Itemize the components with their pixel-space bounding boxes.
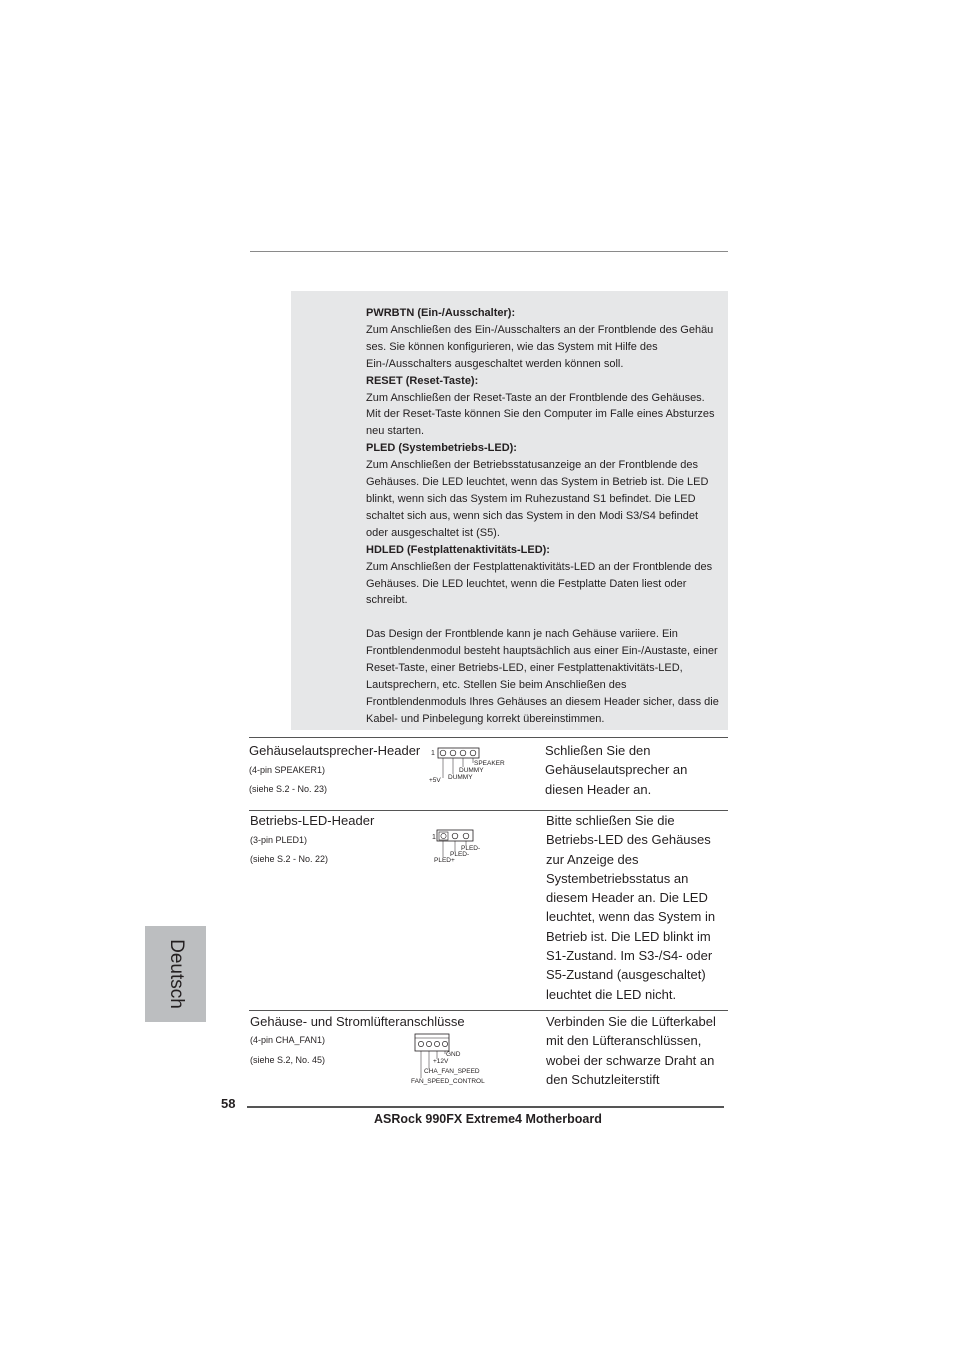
desc-line: diesem Header an. Die LED bbox=[546, 890, 708, 906]
info-line: Reset-Taste, einer Betriebs-LED, einer Festplattenaktivitäts-LED, bbox=[366, 662, 683, 675]
pin1-label: 1 bbox=[432, 834, 436, 841]
info-line: Frontblendenmodul besteht hauptsächlich aus einer Ein-/Austaste, einer bbox=[366, 645, 718, 658]
fan-pin-diagram bbox=[408, 1032, 498, 1093]
desc-line: leuchtet die LED nicht. bbox=[546, 986, 677, 1002]
plus12v-label: +12V bbox=[433, 1058, 449, 1065]
fan-header-ref: (siehe S.2, No. 45) bbox=[250, 1055, 326, 1065]
info-line: Zum Anschließen der Festplattenaktivitäts-LED an der Frontblende des bbox=[366, 560, 713, 573]
desc-line: S1-Zustand. Im S3-/S4- oder bbox=[546, 948, 713, 964]
speaker-header-ref: (siehe S.2 - No. 23) bbox=[249, 784, 328, 794]
plus5v-label: +5V bbox=[429, 777, 441, 784]
info-line: Gehäuses. Die LED leuchtet, wenn das System in Betrieb ist. Die LED bbox=[366, 476, 709, 489]
fan-header-title: Gehäuse- und Stromlüfteranschlüsse bbox=[250, 1014, 465, 1029]
pled-header-ref: (siehe S.2 - No. 22) bbox=[250, 854, 329, 864]
info-line: blinkt, wenn sich das System im Ruhezustand S1 befindet. Die LED bbox=[366, 492, 696, 505]
top-rule bbox=[250, 251, 728, 252]
info-line: HDLED (Festplattenaktivitäts-LED): bbox=[366, 543, 550, 556]
info-line: Kabel- und Pinbelegung korrekt übereinstimmen. bbox=[366, 712, 605, 725]
info-line: Zum Anschließen des Ein-/Ausschalters an der Frontblende des Gehäu bbox=[366, 323, 714, 336]
fan-speed-control-label: FAN_SPEED_CONTROL bbox=[411, 1078, 485, 1085]
info-line: schreibt. bbox=[366, 594, 408, 607]
cha-fan-speed-label: CHA_FAN_SPEED bbox=[424, 1068, 480, 1075]
desc-line: Betriebs-LED des Gehäuses bbox=[546, 832, 711, 848]
pled-header-title: Betriebs-LED-Header bbox=[250, 813, 375, 828]
info-line: Lautsprechern, etc. Stellen Sie beim Anschließen des bbox=[366, 678, 627, 691]
desc-line: Systembetriebsstatus an bbox=[546, 870, 689, 886]
info-line: PWRBTN (Ein-/Ausschalter): bbox=[366, 307, 516, 319]
page-number: 58 bbox=[221, 1096, 236, 1111]
speaker-header-pin: (4-pin SPEAKER1) bbox=[249, 765, 326, 775]
fan-header-pin: (4-pin CHA_FAN1) bbox=[250, 1035, 326, 1045]
info-line: neu starten. bbox=[366, 425, 425, 438]
desc-line: Schließen Sie den bbox=[545, 743, 651, 758]
desc-line: S5-Zustand (ausgeschaltet) bbox=[546, 967, 706, 983]
pled-header-description bbox=[546, 811, 731, 1004]
row-divider bbox=[249, 1010, 728, 1011]
gnd-label: GND bbox=[446, 1051, 461, 1058]
frontpanel-info-text bbox=[366, 305, 728, 728]
info-line: Frontblendenmoduls Ihres Gehäuses an diesem Header sicher, dass die bbox=[366, 695, 719, 708]
desc-line: zur Anzeige des bbox=[546, 851, 639, 867]
pin1-label: 1 bbox=[431, 750, 435, 757]
pled-pin-diagram bbox=[430, 826, 490, 871]
language-tab bbox=[145, 926, 206, 1022]
row-divider bbox=[249, 737, 728, 738]
footer-title: ASRock 990FX Extreme4 Motherboard bbox=[374, 1112, 602, 1126]
pled-header-pin: (3-pin PLED1) bbox=[250, 835, 308, 845]
info-line: RESET (Reset-Taste): bbox=[366, 374, 479, 387]
info-line: Gehäuses. Die LED leuchtet, wenn die Festplatte Daten liest oder bbox=[366, 577, 687, 590]
speaker-header-description bbox=[545, 741, 730, 799]
pled-minus-label: PLED- bbox=[450, 851, 470, 858]
info-line: Mit der Reset-Taste können Sie den Computer im Falle eines Absturzes bbox=[366, 408, 715, 421]
desc-line: wobei der schwarze Draht an bbox=[546, 1052, 715, 1068]
pled-plus-label: PLED+ bbox=[434, 857, 455, 864]
desc-line: Bitte schließen Sie die bbox=[546, 813, 675, 828]
desc-line: leuchtet, wenn das System in bbox=[546, 909, 716, 925]
desc-line: Betrieb ist. Die LED blinkt im bbox=[546, 928, 711, 944]
speaker-header-title: Gehäuselautsprecher-Header bbox=[249, 743, 421, 758]
pled-minus-label: PLED- bbox=[461, 845, 481, 852]
info-line: ses. Sie können konfigurieren, wie das System mit Hilfe des bbox=[366, 340, 658, 353]
info-line: Das Design der Frontblende kann je nach Gehäuse variiere. Ein bbox=[366, 628, 678, 641]
desc-line: Gehäuselautsprecher an bbox=[545, 762, 688, 778]
info-line-spacer bbox=[366, 609, 728, 626]
footer-rule bbox=[247, 1106, 724, 1108]
fan-header-description bbox=[546, 1012, 731, 1089]
desc-line: Verbinden Sie die Lüfterkabel bbox=[546, 1014, 716, 1029]
info-line: schaltet sich aus, wenn sich das System in den Modi S3/S4 befindet bbox=[366, 509, 699, 522]
speaker-pin-diagram bbox=[428, 745, 518, 792]
info-line: Zum Anschließen der Betriebsstatusanzeige an der Frontblende des bbox=[366, 459, 699, 472]
desc-line: den Schutzleiterstift bbox=[546, 1071, 660, 1087]
desc-line: diesen Header an. bbox=[545, 781, 652, 797]
dummy-label: DUMMY bbox=[459, 767, 484, 774]
language-tab-label: Deutsch bbox=[165, 939, 187, 1009]
info-line: Zum Anschließen der Reset-Taste an der Frontblende des Gehäuses. bbox=[366, 391, 705, 404]
speaker-label: SPEAKER bbox=[474, 760, 505, 767]
info-line: Ein-/Ausschalters ausgeschaltet werden können soll. bbox=[366, 357, 624, 370]
dummy-label: DUMMY bbox=[448, 774, 473, 781]
desc-line: mit den Lüfteranschlüssen, bbox=[546, 1033, 702, 1049]
info-line: PLED (Systembetriebs-LED): bbox=[366, 442, 517, 455]
info-line: oder ausgeschaltet ist (S5). bbox=[366, 526, 500, 539]
